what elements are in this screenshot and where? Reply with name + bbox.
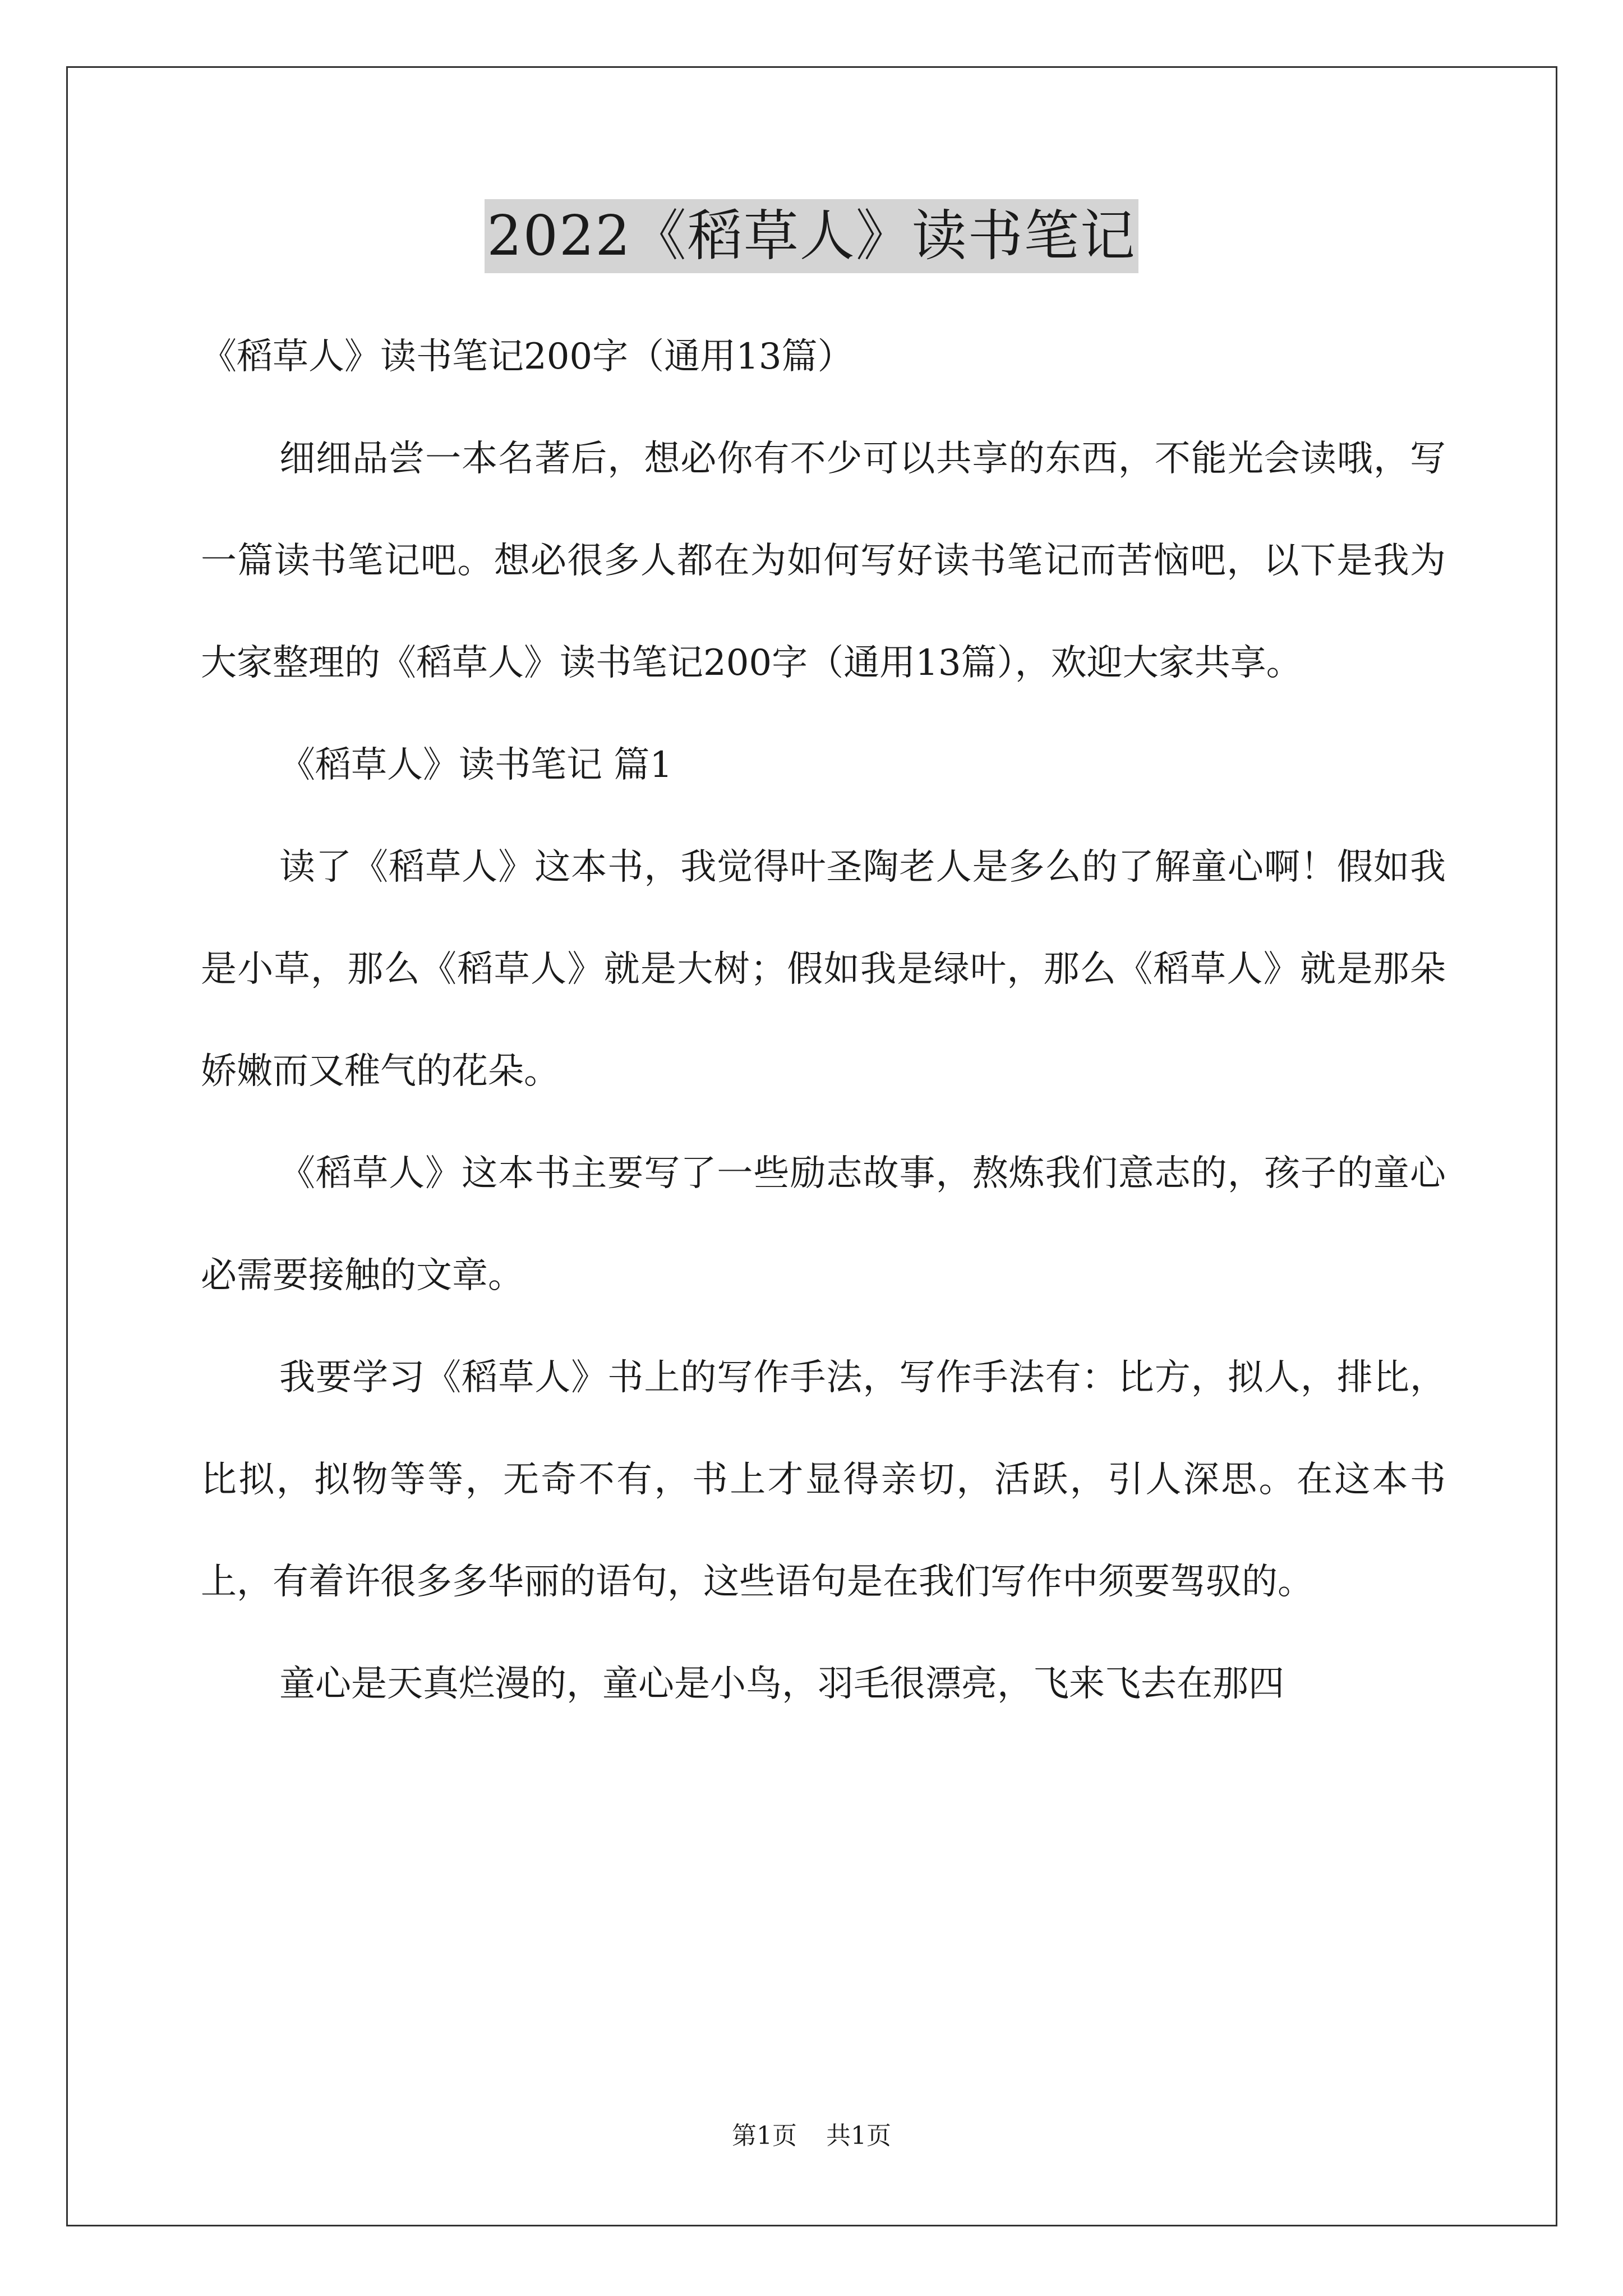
document-title: 2022《稻草人》读书笔记 <box>485 199 1138 273</box>
paragraph: 童心是天真烂漫的，童心是小鸟，羽毛很漂亮，飞来飞去在那四 <box>279 1663 1284 1705</box>
title-container <box>0 199 1623 273</box>
page-number: 第1页 <box>732 2122 797 2150</box>
paragraph: 我要学习《稻草人》书上的写作手法，写作手法有：比方，拟人，排比，比拟，拟物等等，无奇不有，书上才显得亲切，活跃，引人深思。在这本书上，有着许很多多华丽的语句，这些语句是在我们写作中须要驾驭的。 <box>201 1357 1446 1603</box>
document-body <box>201 306 1446 1735</box>
paragraph: 读了《稻草人》这本书，我觉得叶圣陶老人是多么的了解童心啊！假如我是小草，那么《稻草人》就是大树；假如我是绿叶，那么《稻草人》就是那朵娇嫩而又稚气的花朵。 <box>201 846 1446 1092</box>
paragraph-intro: 细细品尝一本名著后，想必你有不少可以共享的东西，不能光会读哦，写一篇读书笔记吧。想必很多人都在为如何写好读书笔记而苦恼吧，以下是我为大家整理的《稻草人》读书笔记200字（通用13篇），欢迎大家共享。 <box>201 438 1446 684</box>
section-heading: 《稻草人》读书笔记 篇1 <box>279 744 673 786</box>
document-subtitle: 《稻草人》读书笔记200字（通用13篇） <box>201 336 854 378</box>
paragraph: 《稻草人》这本书主要写了一些励志故事，熬炼我们意志的，孩子的童心必需要接触的文章。 <box>201 1153 1446 1296</box>
page-footer <box>0 2119 1623 2153</box>
page-total: 共1页 <box>826 2122 891 2150</box>
